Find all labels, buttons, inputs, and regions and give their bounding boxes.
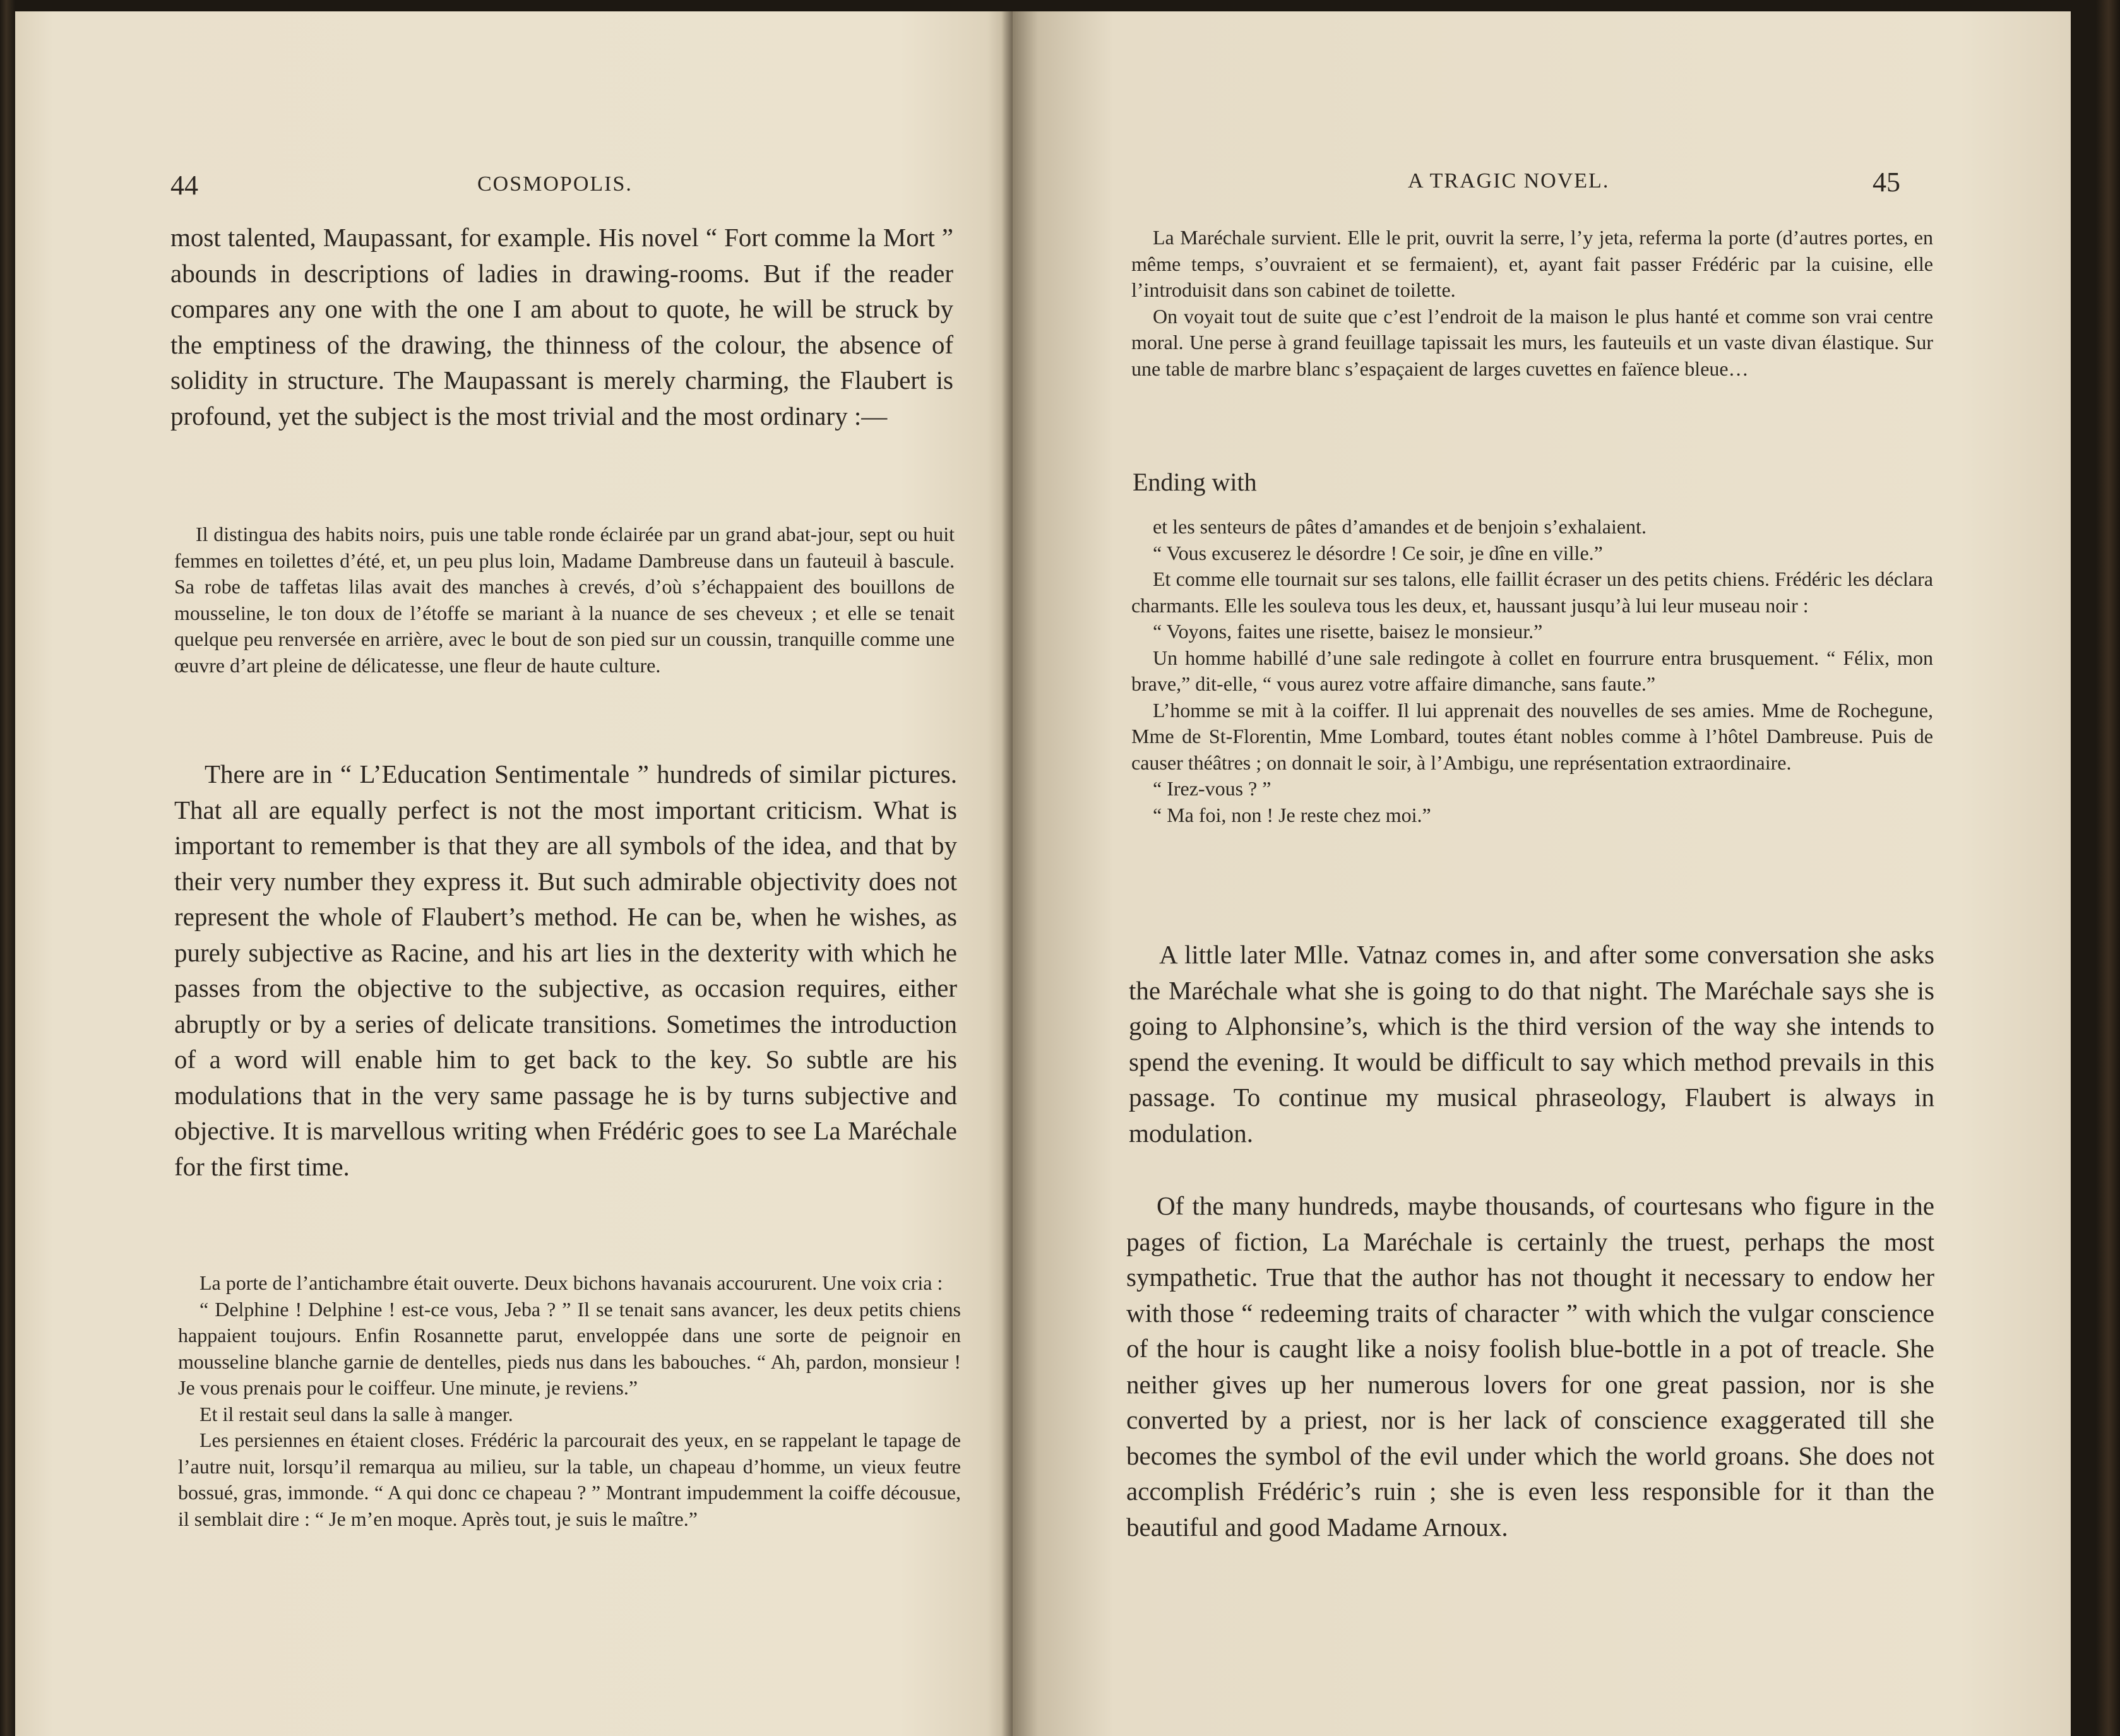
paragraph-3 <box>1129 937 1934 1151</box>
paragraph-3-text: A little later Mlle. Vatnaz comes in, and after some conversation she asks the Maréchale what she is going to do that night. The Maréchale says she is going to Alphonsine’s, which is the third version of the way she intends to spend the evening. It would be difficult to say which method prevails in this passage. To continue my musical phraseology, Flaubert is always in modulation. <box>1129 940 1934 1148</box>
paragraph-4-text: Of the many hundreds, maybe thousands, of courtesans who figure in the pages of fiction, La Maréchale is certainly the truest, perhaps the most sympathetic. True that the author has not thought it necessary to endow her with those “ redeeming traits of character ” with which the vulgar conscience of the hour is caught like a noisy foolish blue-bottle in a pot of treacle. She neither gives up her numerous lovers for one great passion, nor is she converted by a priest, nor is her lack of conscience exaggerated till she becomes the symbol of the evil under which the world groans. She does not accomplish Frédéric’s ruin ; she is even less responsible for it than the beautiful and good Madame Arnoux. <box>1126 1191 1934 1542</box>
running-head-left: COSMOPOLIS. <box>477 172 633 196</box>
quote-4-line-7: “ Irez-vous ? ” <box>1153 777 1271 800</box>
paragraph-2 <box>174 756 957 1184</box>
quote-2-line-1: La porte de l’antichambre était ouverte. Deux bichons havanais accoururent. Une voix cria : <box>199 1271 943 1294</box>
quote-2-line-3: Et il restait seul dans la salle à manger. <box>199 1402 513 1425</box>
quote-2-line-2: “ Delphine ! Delphine ! est-ce vous, Jeba ? ” Il se tenait sans avancer, les deux petits chiens happaient toujours. Enfin Rosannette parut, enveloppée dans une sorte de peignoir en mousseline blanche garnie de dentelles, pieds nus dans les babouches. “ Ah, pardon, monsieur ! Je vous prenais pour le coiffeur. Une minute, je reviens.” <box>178 1297 961 1399</box>
right-page <box>1013 11 2071 1736</box>
paragraph-1 <box>170 220 953 434</box>
page-number-left: 44 <box>170 170 198 201</box>
running-head-right: A TRAGIC NOVEL. <box>1408 169 1610 193</box>
quote-block-2 <box>178 1270 961 1532</box>
quote-block-3 <box>1131 225 1933 382</box>
quote-4-line-4: “ Voyons, faites une risette, baisez le monsieur.” <box>1153 620 1543 643</box>
paragraph-1-text: most talented, Maupassant, for example. His novel “ Fort comme la Mort ” abounds in descriptions of ladies in drawing-rooms. But if the reader compares any one with the one I am about to quote, he will be struck by the emptiness of the drawing, the thinness of the colour, the absence of solidity in structure. The Maupassant is merely charming, the Flaubert is profound, yet the subject is the most trivial and the most ordinary :— <box>170 223 953 431</box>
paragraph-4 <box>1126 1188 1934 1545</box>
quote-3-line-2: On voyait tout de suite que c’est l’endroit de la maison le plus hanté et comme son vrai centre moral. Une perse à grand feuillage tapissait les murs, les fauteuils et un vaste divan élastique. Sur une table de marbre blanc s’espaçaient de larges cuvettes en faïence bleue… <box>1131 304 1933 380</box>
quote-1-text: Il distingua des habits noirs, puis une table ronde éclairée par un grand abat-jour, sept ou huit femmes en toilettes d’été, et, un peu plus loin, Madame Dambreuse dans un fauteuil à bascule. Sa robe de taffetas lilas avait des manches à crevés, d’où s’échappaient des bouillons de mousseline, le ton doux de l’étoffe se mariant à la nuance de ses cheveux ; et elle se tenait quelque peu renversée en arrière, avec le bout de son pied sur un coussin, tranquille comme une œuvre d’art pleine de délicatesse, une fleur de haute culture. <box>174 523 955 677</box>
quote-4-line-8: “ Ma foi, non ! Je reste chez moi.” <box>1153 803 1431 826</box>
quote-4-line-1: et les senteurs de pâtes d’amandes et de benjoin s’exhalaient. <box>1153 515 1647 538</box>
quote-block-1 <box>174 521 955 679</box>
paragraph-2-text: There are in “ L’Education Sentimentale ” hundreds of similar pictures. That all are equally perfect is not the most important criticism. What is important to remember is that they are all symbols of the idea, and that by their very number they express it. But such admirable objectivity does not represent the whole of Flaubert’s method. He can be, when he wishes, as purely subjective as Racine, and his art lies in the dexterity with which he passes from the objective to the subjective, as occasion requires, either abruptly or by a series of delicate transitions. Sometimes the introduction of a word will enable him to get back to the key. So subtle are his modulations that in the very same passage he is by turns subjective and objective. It is marvellous writing when Frédéric goes to see La Maréchale for the first time. <box>174 759 957 1181</box>
quote-4-line-2: “ Vous excuserez le désordre ! Ce soir, je dîne en ville.” <box>1153 541 1603 564</box>
quote-4-line-3: Et comme elle tournait sur ses talons, elle faillit écraser un des petits chiens. Frédéric les déclara charmants. Elle les souleva tous les deux, et, haussant jusqu’à lui leur museau noir : <box>1131 568 1933 617</box>
quote-block-4 <box>1131 514 1933 828</box>
page-number-right: 45 <box>1873 167 1900 198</box>
quote-3-line-1: La Maréchale survient. Elle le prit, ouvrit la serre, l’y jeta, referma la porte (d’autres portes, en même temps, s’ouvraient et se fermaient), et, ayant fait passer Frédéric par la cuisine, elle l’introduisit dans son cabinet de toilette. <box>1131 226 1933 301</box>
subheading: Ending with <box>1133 468 1257 496</box>
quote-4-line-6: L’homme se mit à la coiffer. Il lui apprenait des nouvelles de ses amies. Mme de Rochegune, Mme de St-Florentin, Mme Lombard, toutes étant nobles comme à l’hôtel Dambreuse. Puis de causer théâtres ; on donnait le soir, à l’Ambigu, une représentation extraordinaire. <box>1131 698 1933 774</box>
left-page <box>15 11 1013 1736</box>
quote-4-line-5: Un homme habillé d’une sale redingote à collet en fourrure entra brusquement. “ Félix, mon brave,” dit-elle, “ vous aurez votre affaire dimanche, sans faute.” <box>1131 646 1933 695</box>
quote-2-line-4: Les persiennes en étaient closes. Frédéric la parcourait des yeux, en se rappelant le tapage de l’autre nuit, lorsqu’il remarqua au milieu, sur la table, un chapeau d’homme, un vieux feutre bossué, gras, immonde. “ A qui donc ce chapeau ? ” Montrant impudemment la coiffe décousue, il semblait dire : “ Je m’en moque. Après tout, je suis le maître.” <box>178 1429 961 1530</box>
